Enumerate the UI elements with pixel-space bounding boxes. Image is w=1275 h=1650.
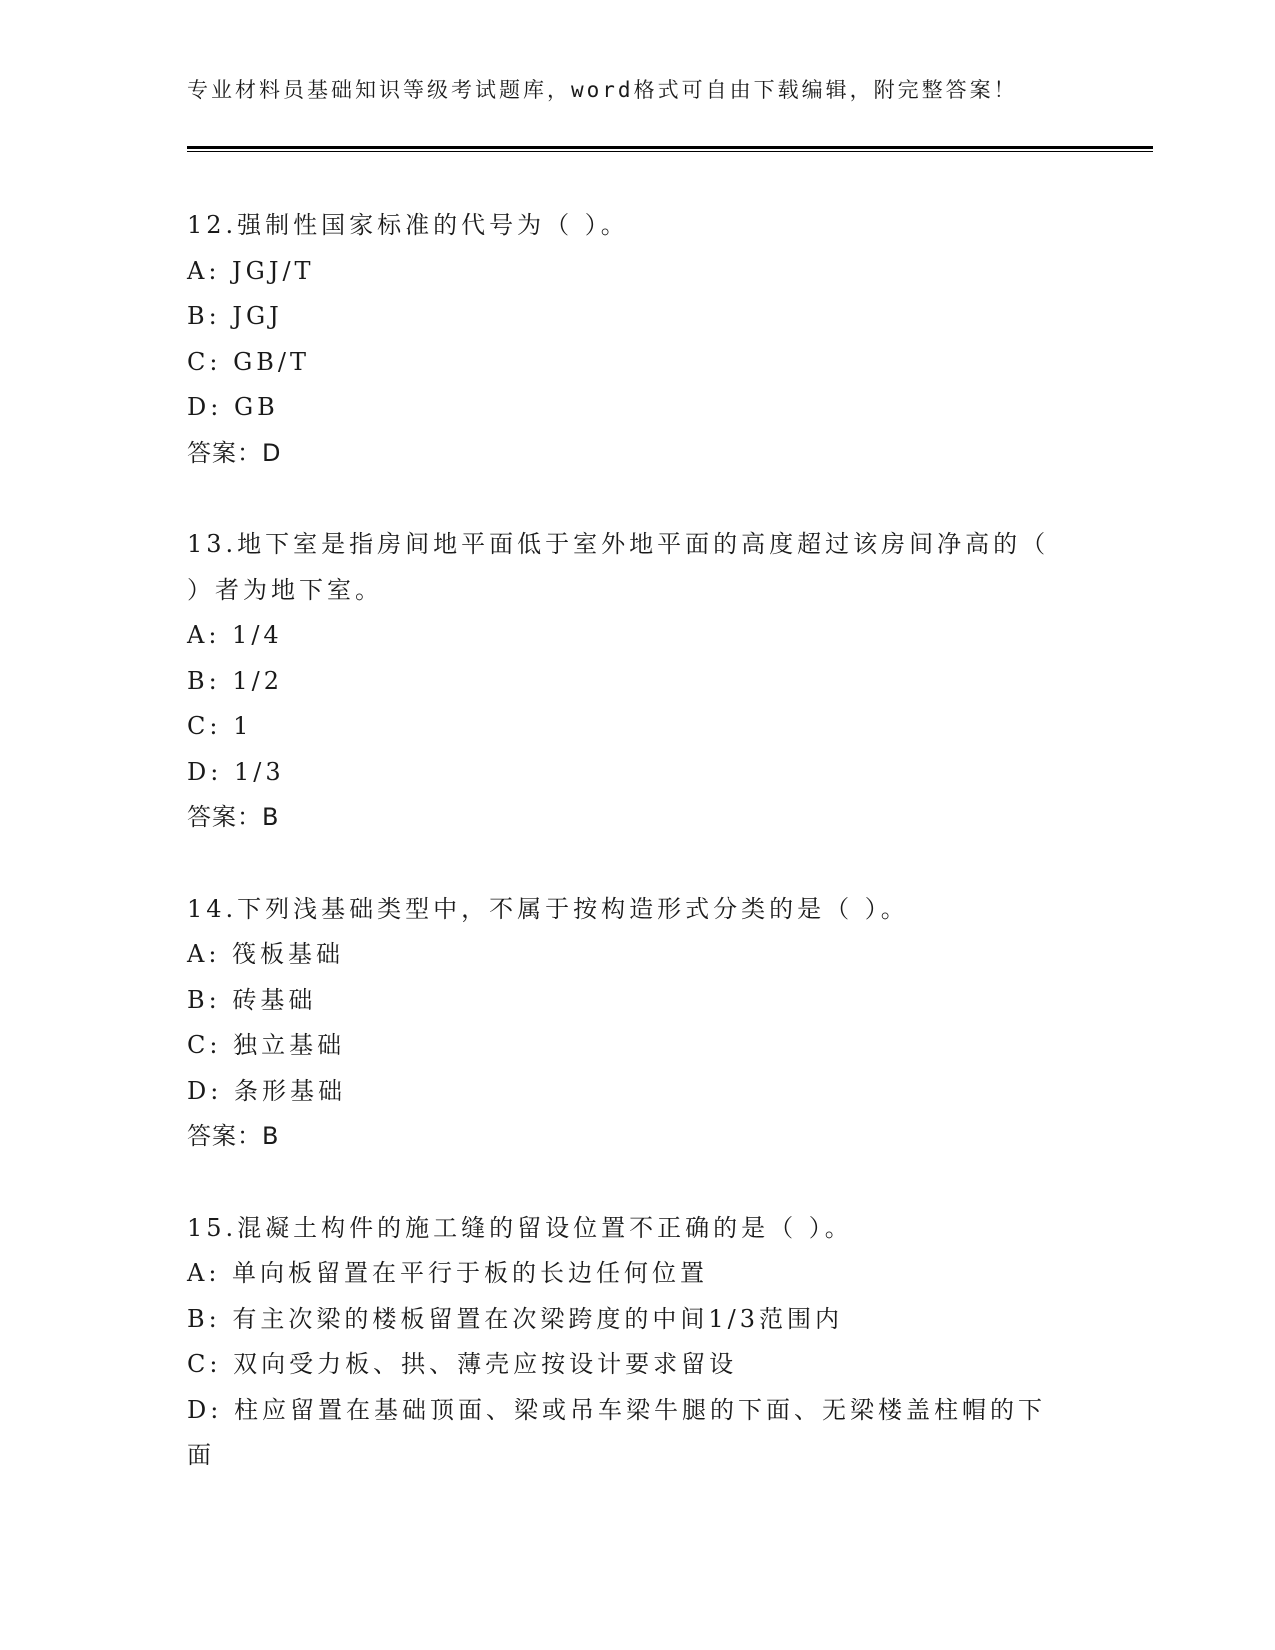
question-stem: 12.强制性国家标准的代号为（ ）。	[187, 211, 629, 239]
option-c: C: 双向受力板、拱、薄壳应按设计要求留设	[187, 1350, 738, 1378]
question-stem: 15.混凝土构件的施工缝的留设位置不正确的是（ ）。	[187, 1213, 853, 1242]
option-b: B: 有主次梁的楼板留置在次梁跨度的中间1/3范围内	[187, 1304, 843, 1333]
option-c: C: 独立基础	[187, 1031, 346, 1059]
question-list	[187, 203, 1087, 1525]
question-stem: 13.地下室是指房间地平面低于室外地平面的高度超过该房间净高的（	[187, 530, 1050, 558]
question-12	[187, 203, 1087, 476]
option-b: B: JGJ	[187, 302, 283, 330]
option-b: B: 砖基础	[187, 985, 317, 1014]
option-a: A: JGJ/T	[187, 256, 315, 285]
option-d: D: 柱应留置在基础顶面、梁或吊车梁牛腿的下面、无梁楼盖柱帽的下	[187, 1395, 1046, 1424]
answer-label: 答案：B	[187, 803, 280, 831]
option-d: D: 1/3	[187, 757, 285, 786]
option-a: A: 筏板基础	[187, 940, 345, 968]
option-c: C: GB/T	[187, 347, 310, 376]
option-a: A: 单向板留置在平行于板的长边任何位置	[187, 1259, 709, 1287]
option-d: D: GB	[187, 393, 279, 421]
question-stem: 14.下列浅基础类型中，不属于按构造形式分类的是（ ）。	[187, 894, 909, 923]
answer-label: 答案：B	[187, 1122, 280, 1150]
option-a: A: 1/4	[187, 621, 283, 649]
option-b: B: 1/2	[187, 666, 283, 695]
header-divider-thin	[187, 151, 1153, 152]
option-d-continued: 面	[187, 1441, 215, 1469]
question-14	[187, 887, 1087, 1160]
option-c: C: 1	[187, 712, 253, 740]
header-divider-thick	[187, 146, 1153, 149]
page-header: 专业材料员基础知识等级考试题库，word格式可自由下载编辑，附完整答案！	[187, 78, 1018, 102]
option-d: D: 条形基础	[187, 1076, 346, 1105]
question-15	[187, 1206, 1087, 1479]
answer-label: 答案：D	[187, 438, 282, 467]
question-stem-continued: ）者为地下室。	[187, 575, 383, 604]
question-13	[187, 522, 1087, 841]
